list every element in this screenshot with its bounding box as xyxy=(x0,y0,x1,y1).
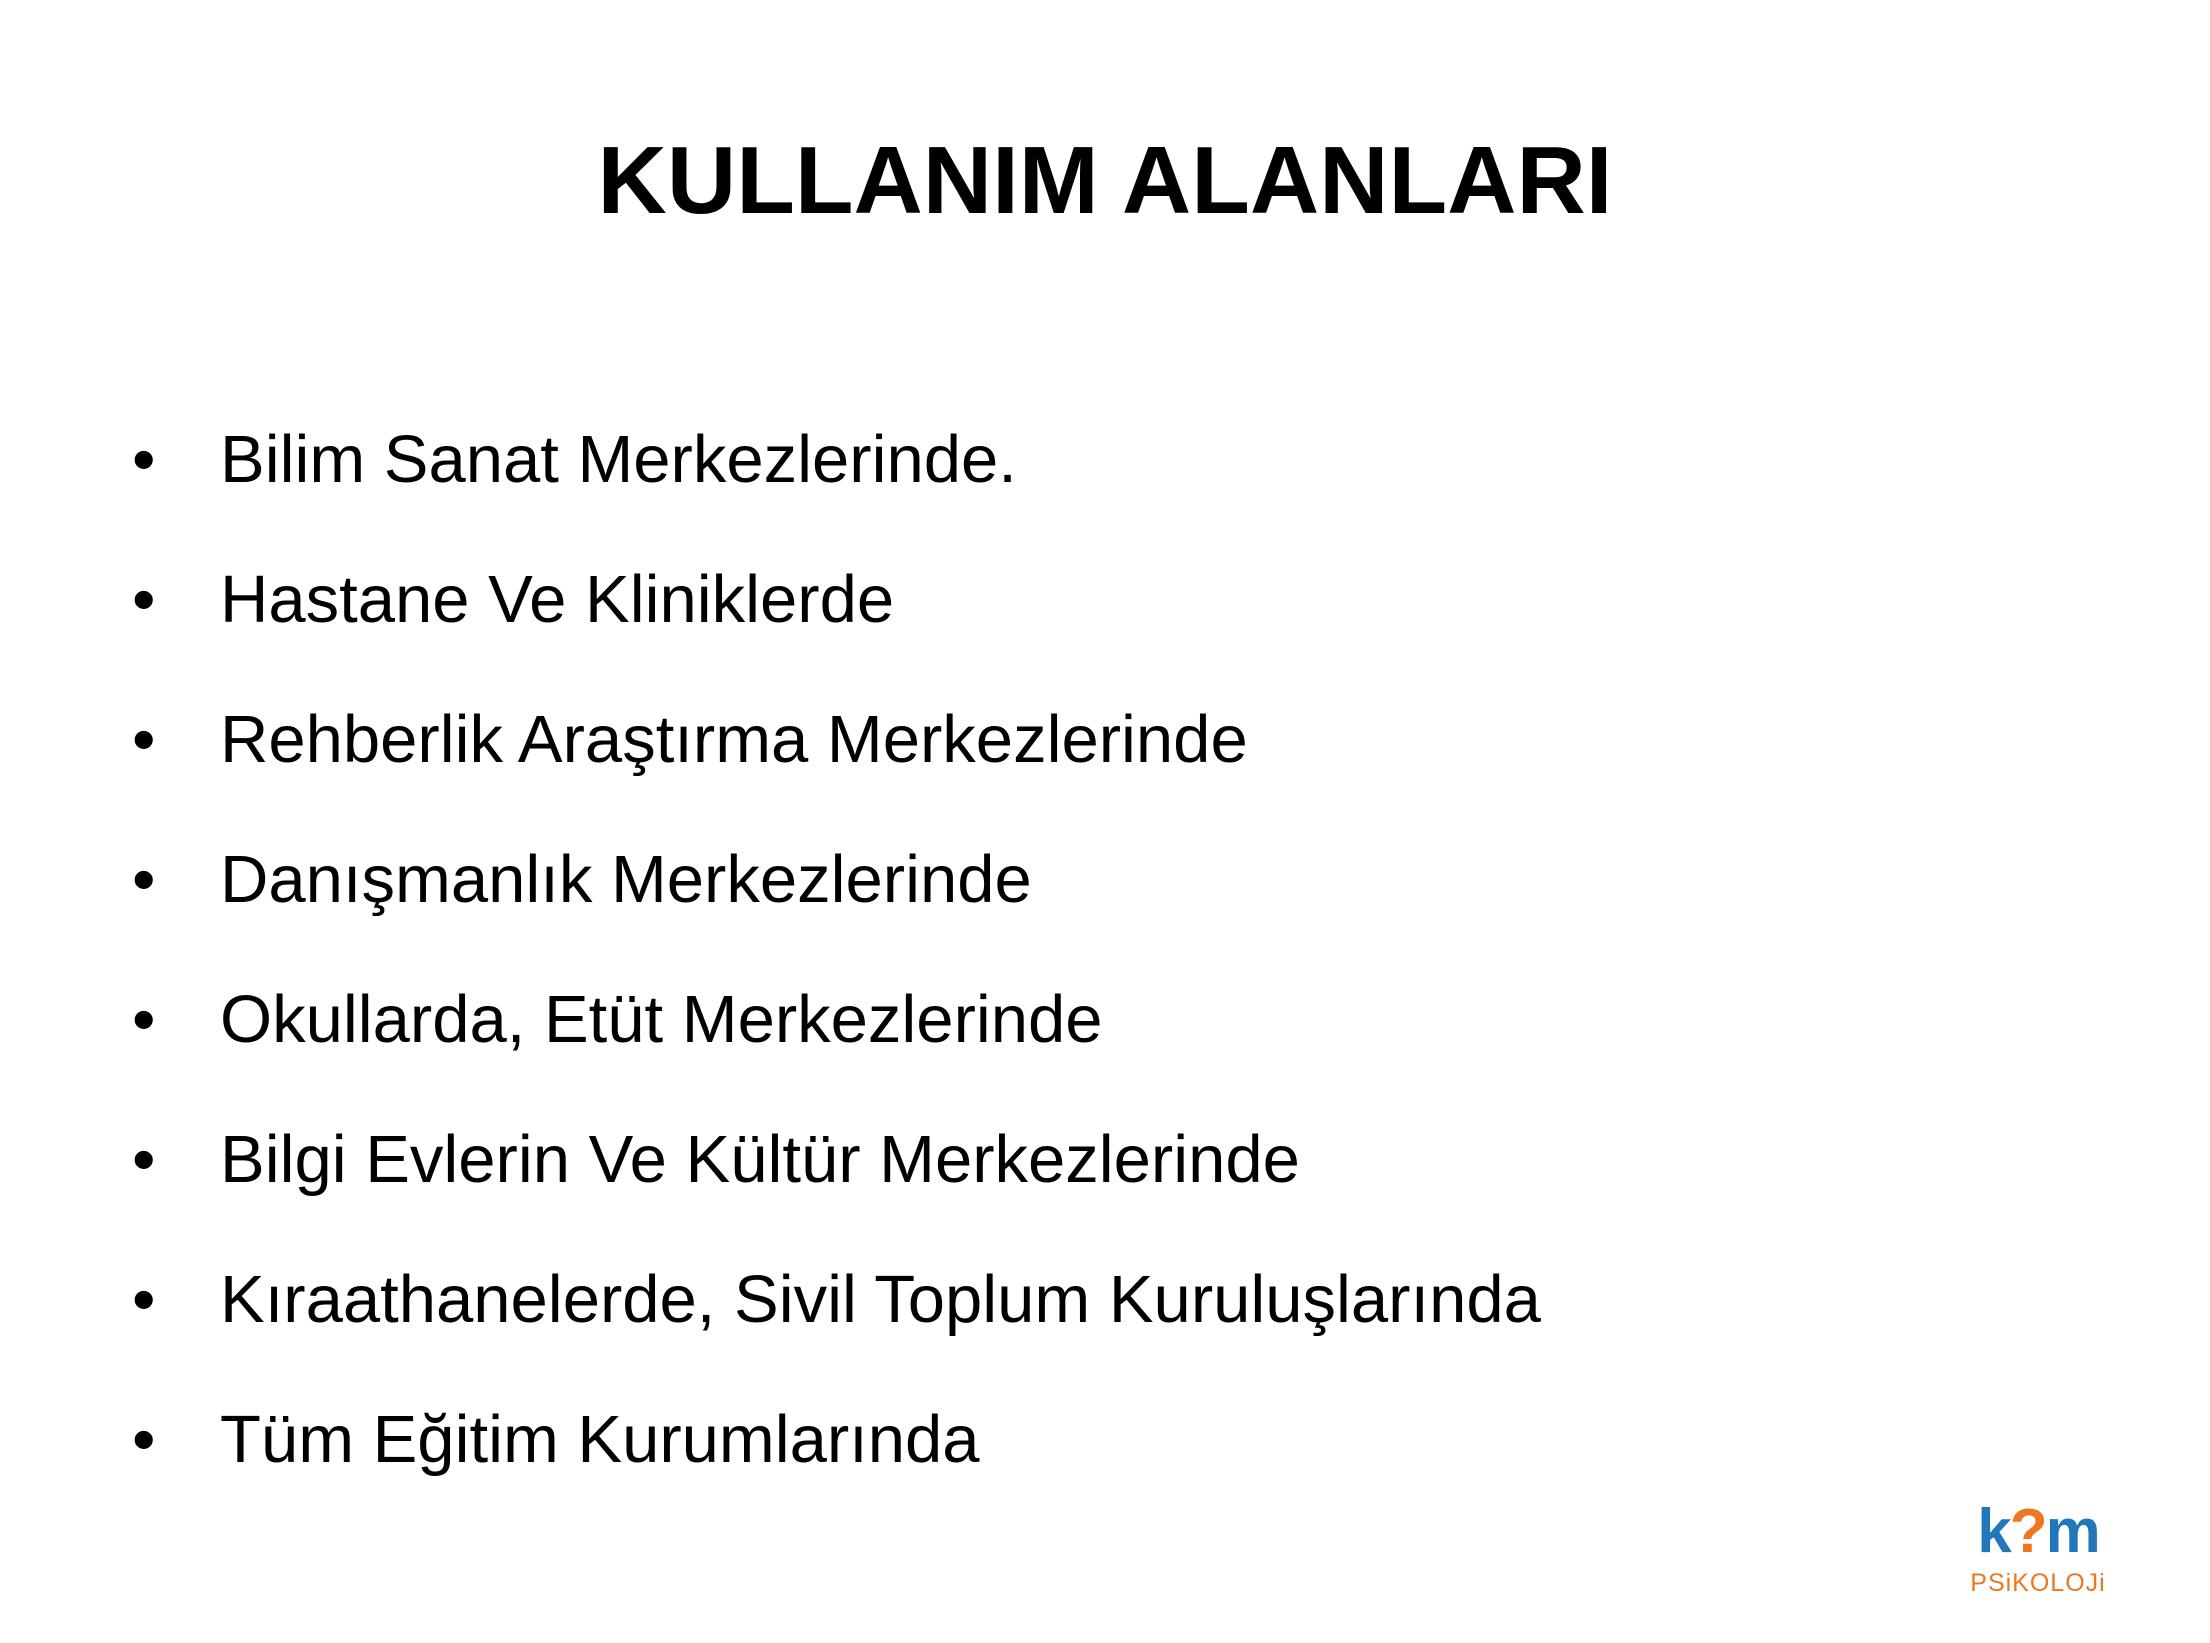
list-item xyxy=(118,1370,2118,1510)
list-item xyxy=(118,530,2118,670)
logo xyxy=(1952,1497,2124,1607)
bullet-dot-icon: • xyxy=(132,982,156,1057)
list-item-label: Danışmanlık Merkezlerinde xyxy=(220,842,1032,917)
list-item-label: Okullarda, Etüt Merkezlerinde xyxy=(220,982,1103,1057)
list-item-label: Rehberlik Araştırma Merkezlerinde xyxy=(220,702,1248,777)
bullet-dot-icon: • xyxy=(132,1402,156,1477)
logo-letter-m: m xyxy=(2045,1497,2099,1566)
list-item-label: Tüm Eğitim Kurumlarında xyxy=(220,1402,980,1477)
logo-mark xyxy=(1952,1497,2124,1567)
bullet-dot-icon: • xyxy=(132,1122,156,1197)
list-item-label: Kıraathanelerde, Sivil Toplum Kuruluşlarında xyxy=(220,1262,1541,1337)
bullet-list xyxy=(118,390,2118,1510)
list-item-label: Bilim Sanat Merkezlerinde. xyxy=(220,422,1017,497)
page-title: KULLANIM ALANLARI xyxy=(597,127,1613,234)
list-item xyxy=(118,1090,2118,1230)
list-item xyxy=(118,670,2118,810)
logo-subtitle: PSiKOLOJi xyxy=(1970,1569,2106,1597)
logo-question-mark-icon: ? xyxy=(2009,1497,2046,1566)
bullet-dot-icon: • xyxy=(132,702,156,777)
list-item xyxy=(118,810,2118,950)
bullet-dot-icon: • xyxy=(132,1262,156,1337)
bullet-dot-icon: • xyxy=(132,562,156,637)
list-item xyxy=(118,950,2118,1090)
list-item-label: Bilgi Evlerin Ve Kültür Merkezlerinde xyxy=(220,1122,1300,1197)
logo-letter-k: k xyxy=(1977,1497,2010,1566)
list-item xyxy=(118,1230,2118,1370)
bullet-dot-icon: • xyxy=(132,422,156,497)
list-item xyxy=(118,390,2118,530)
bullet-dot-icon: • xyxy=(132,842,156,917)
list-item-label: Hastane Ve Kliniklerde xyxy=(220,562,895,637)
